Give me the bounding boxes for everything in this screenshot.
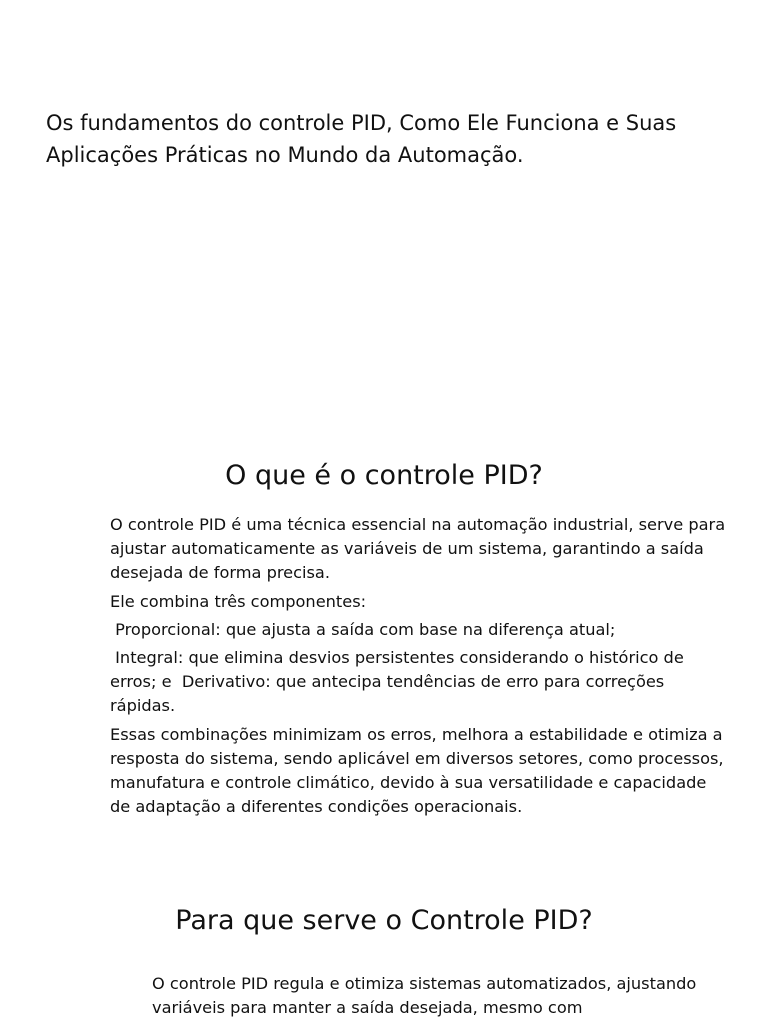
title-line-2: Aplicações Práticas no Mundo da Automação. [46, 143, 524, 167]
paragraph-proportional: Proporcional: que ajusta a saída com base na diferença atual; [110, 619, 616, 639]
section-heading-what-is-it-for: Para que serve o Controle PID? [175, 905, 593, 936]
document-title [46, 107, 726, 171]
paragraph-components-intro: Ele combina três componentes: [110, 591, 367, 611]
paragraph-definition: O controle PID é uma técnica essencial na automação industrial, serve para ajustar automaticamente as variáveis de um sistema, garantindo a saída desejada de forma precisa. [110, 515, 726, 583]
section-body-what-is-it-for [152, 972, 712, 1024]
paragraph-benefits: Essas combinações minimizam os erros, melhora a estabilidade e otimiza a resposta do sistema, sendo aplicável em diversos setores, como processos, manufatura e controle climático, devido à sua versatilidade e capacidade de adaptação a diferentes condições operacionais. [110, 724, 724, 817]
title-line-1: Os fundamentos do controle PID, Como Ele Funciona e Suas [46, 111, 677, 135]
section-heading-what-is-pid: O que é o controle PID? [225, 460, 543, 491]
paragraph-integral-derivative: Integral: que elimina desvios persistentes considerando o histórico de erros; e Derivativo: que antecipa tendências de erro para correções rápidas. [110, 648, 689, 716]
paragraph-purpose: O controle PID regula e otimiza sistemas automatizados, ajustando variáveis para manter a saída desejada, mesmo com [152, 974, 697, 1018]
section-body-what-is-pid [110, 513, 730, 823]
